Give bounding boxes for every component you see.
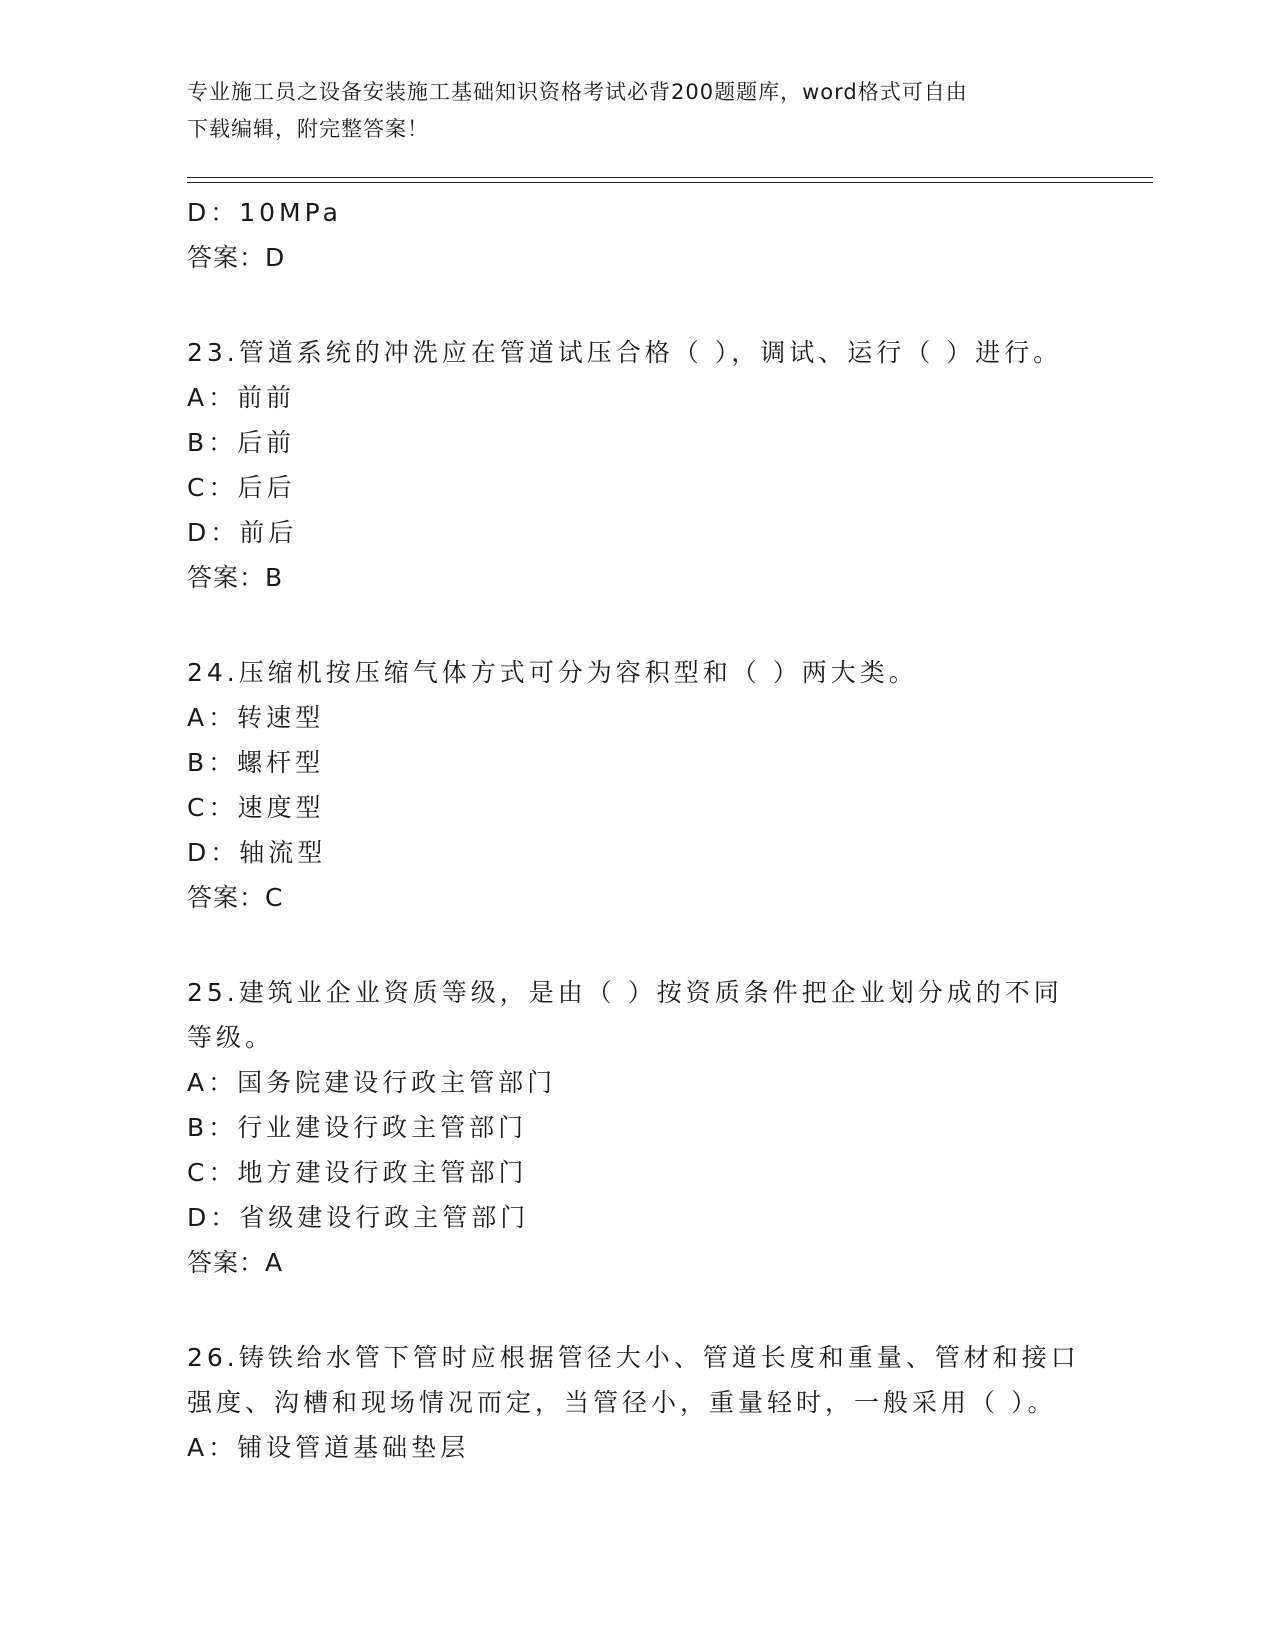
document-header	[187, 74, 1087, 148]
option-d: D：省级建设行政主管部门	[187, 1203, 530, 1232]
header-rule-top	[187, 177, 1153, 178]
question-text: 24.压缩机按压缩气体方式可分为容积型和（ ）两大类。	[187, 658, 918, 687]
option-b: B：螺杆型	[187, 748, 325, 777]
header-title-line-1: 专业施工员之设备安装施工基础知识资格考试必背200题题库，word格式可自由	[187, 80, 968, 104]
option-c: C：后后	[187, 473, 296, 502]
question-text-line-1: 25.建筑业企业资质等级，是由（ ）按资质条件把企业划分成的不同	[187, 978, 1063, 1007]
question-23	[187, 330, 1087, 600]
question-26	[187, 1335, 1087, 1470]
question-22-continued	[187, 190, 1087, 280]
option-a: A：前前	[187, 383, 296, 412]
question-text-line-2: 强度、沟槽和现场情况而定，当管径小，重量轻时，一般采用（ ）。	[187, 1388, 1057, 1417]
option-c: C：速度型	[187, 793, 325, 822]
question-text: 23.管道系统的冲洗应在管道试压合格（ ），调试、运行（ ）进行。	[187, 338, 1063, 367]
answer-line: 答案：D	[187, 243, 286, 272]
question-25	[187, 970, 1087, 1285]
option-a: A：转速型	[187, 703, 325, 732]
answer-line: 答案：C	[187, 883, 284, 912]
option-c: C：地方建设行政主管部门	[187, 1158, 528, 1187]
header-title-line-2: 下载编辑，附完整答案！	[187, 117, 429, 141]
answer-line: 答案：A	[187, 1248, 284, 1277]
question-text-line-2: 等级。	[187, 1023, 275, 1052]
option-a: A：铺设管道基础垫层	[187, 1433, 470, 1462]
option-d: D：前后	[187, 518, 298, 547]
option-a: A：国务院建设行政主管部门	[187, 1068, 557, 1097]
header-rule-bottom	[187, 182, 1153, 183]
option-d: D：轴流型	[187, 838, 327, 867]
question-text-line-1: 26.铸铁给水管下管时应根据管径大小、管道长度和重量、管材和接口	[187, 1343, 1080, 1372]
option-b: B：行业建设行政主管部门	[187, 1113, 528, 1142]
option-d: D：10MPa	[187, 198, 342, 227]
answer-line: 答案：B	[187, 563, 284, 592]
document-content	[187, 190, 1087, 1470]
option-b: B：后前	[187, 428, 296, 457]
question-24	[187, 650, 1087, 920]
